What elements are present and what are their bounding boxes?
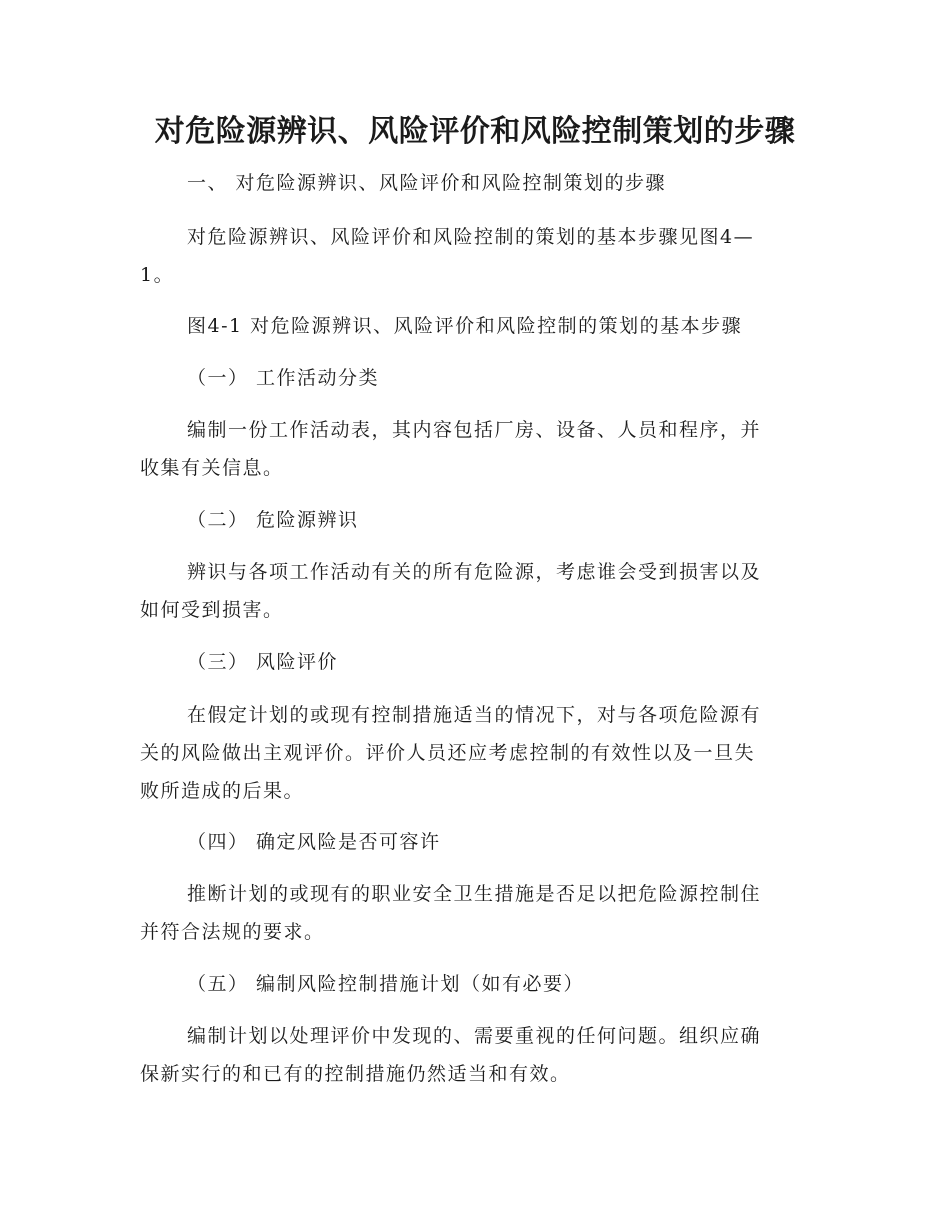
paragraph-line: 1。 [140, 264, 175, 286]
section-heading-3: （三） 风险评价 [187, 651, 339, 673]
paragraph-line: 编制一份工作活动表，其内容包括厂房、设备、人员和程序，并 [187, 419, 762, 441]
section-heading-4: （四） 确定风险是否可容许 [187, 831, 441, 853]
paragraph-line: 推断计划的或现有的职业安全卫生措施是否足以把危险源控制住 [187, 883, 762, 905]
paragraph-line: 保新实行的和已有的控制措施仍然适当和有效。 [140, 1063, 571, 1085]
paragraph-line: 在假定计划的或现有控制措施适当的情况下，对与各项危险源有 [187, 704, 762, 726]
paragraph-line: 关的风险做出主观评价。评价人员还应考虑控制的有效性以及一旦失 [140, 742, 756, 764]
paragraph-line: 收集有关信息。 [140, 457, 284, 479]
section-heading-2: （二） 危险源辨识 [187, 509, 359, 531]
paragraph-line: 辨识与各项工作活动有关的所有危险源，考虑谁会受到损害以及 [187, 561, 762, 583]
section-heading-5: （五） 编制风险控制措施计划（如有必要） [187, 973, 585, 995]
section-heading-main: 一、 对危险源辨识、风险评价和风险控制策划的步骤 [187, 172, 667, 194]
section-heading-1: （一） 工作活动分类 [187, 367, 380, 389]
figure-caption: 图4-1 对危险源辨识、风险评价和风险控制的策划的基本步骤 [187, 315, 743, 337]
paragraph-line: 对危险源辨识、风险评价和风险控制的策划的基本步骤见图4— [187, 226, 755, 248]
paragraph-line: 败所造成的后果。 [140, 780, 305, 802]
paragraph-line: 编制计划以处理评价中发现的、需要重视的任何问题。组织应确 [187, 1025, 762, 1047]
document-title: 对危险源辨识、风险评价和风险控制策划的步骤 [154, 114, 796, 149]
paragraph-line: 并符合法规的要求。 [140, 921, 325, 943]
paragraph-line: 如何受到损害。 [140, 599, 284, 621]
